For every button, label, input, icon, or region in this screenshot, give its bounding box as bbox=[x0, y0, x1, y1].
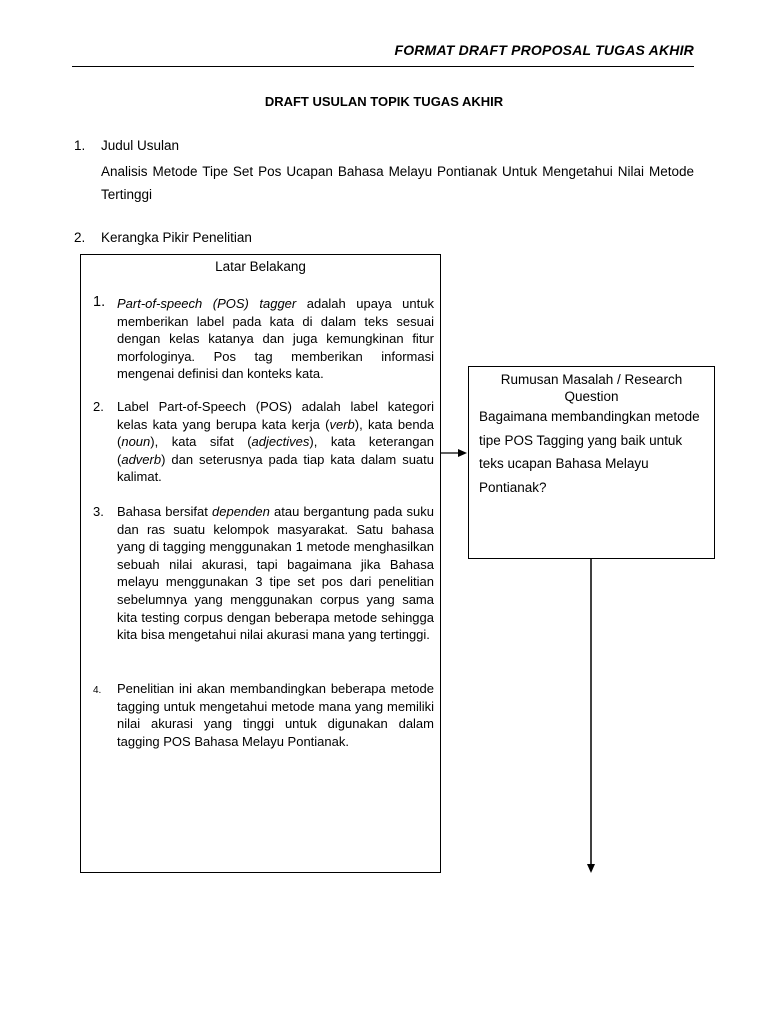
rumusan-title-line2: Question bbox=[564, 389, 619, 404]
item-text-italic: Part-of-speech (POS) tagger bbox=[117, 296, 297, 311]
item-text-italic: verb bbox=[329, 416, 355, 432]
item-text-italic: adverb bbox=[121, 451, 162, 467]
item-text: Label Part-of-Speech (POS) adalah label kategori kelas kata yang berupa kata kerja ( bbox=[117, 399, 434, 432]
item-number: 2. bbox=[93, 399, 104, 414]
item-text-italic: noun bbox=[121, 434, 151, 450]
item-text-italic: adjectives bbox=[251, 434, 310, 450]
item-number: 4. bbox=[93, 685, 102, 696]
item-text: adalah upaya untuk memberikan label pada kata di dalam teks sesuai dengan kelas katanya dan juga kemungkinan fitur morfologinya. Pos tag memberikan informasi mengenai definisi dan konteks kata. bbox=[117, 296, 434, 382]
header-title: FORMAT DRAFT PROPOSAL TUGAS AKHIR bbox=[394, 42, 694, 58]
section2-number: 2. bbox=[74, 230, 86, 245]
item-text: ), kata benda ( bbox=[117, 416, 435, 450]
item-number: 3. bbox=[93, 504, 104, 519]
section1-heading: Judul Usulan bbox=[101, 138, 180, 153]
document-title: DRAFT USULAN TOPIK TUGAS AKHIR bbox=[264, 94, 504, 109]
item-text: atau bergantung pada suku dan ras suatu kelompok masyarakat. Satu bahasa yang di tagging menggunakan 1 metode menghasilkan sebuah nilai akurasi, tapi bagaimana jika Bahasa melayu menggunakan 3 tipe set pos dari penelitian sebelumnya yang menggunakan corpus yang sama kita testing corpus dengan beberapa metode sehingga kita bisa mengetahui nilai akurasi mana yang tertinggi. bbox=[117, 504, 434, 643]
item-text: ), kata keterangan ( bbox=[117, 434, 434, 467]
item-text: Bahasa bersifat bbox=[117, 504, 213, 519]
section1-text: Analisis Metode Tipe Set Pos Ucapan Bahasa Melayu Pontianak Untuk Mengetahui Nilai Metode Tertinggi bbox=[101, 164, 694, 202]
latar-belakang-title: Latar Belakang bbox=[215, 259, 306, 274]
item-number: 1. bbox=[93, 294, 106, 310]
rumusan-title-line1: Rumusan Masalah / Research bbox=[500, 372, 683, 387]
item-text: ), kata sifat ( bbox=[150, 434, 252, 450]
section2-heading: Kerangka Pikir Penelitian bbox=[101, 230, 252, 245]
rumusan-masalah-text: Bagaimana membandingkan metode tipe POS Tagging yang baik untuk teks ucapan Bahasa Melayu Pontianak? bbox=[479, 409, 700, 495]
item-text-italic: dependen bbox=[212, 504, 270, 519]
down-arrow bbox=[587, 559, 595, 873]
item-text: Penelitian ini akan membandingkan beberapa metode tagging untuk mengetahui metode mana yang memiliki nilai akurasi yang tinggi untuk digunakan dalam tagging POS Bahasa Melayu Pontianak. bbox=[117, 681, 434, 749]
right-arrow bbox=[441, 449, 467, 457]
section1-number: 1. bbox=[74, 138, 86, 153]
item-text: ) dan seterusnya pada tiap kata dalam suatu kalimat. bbox=[117, 451, 434, 485]
